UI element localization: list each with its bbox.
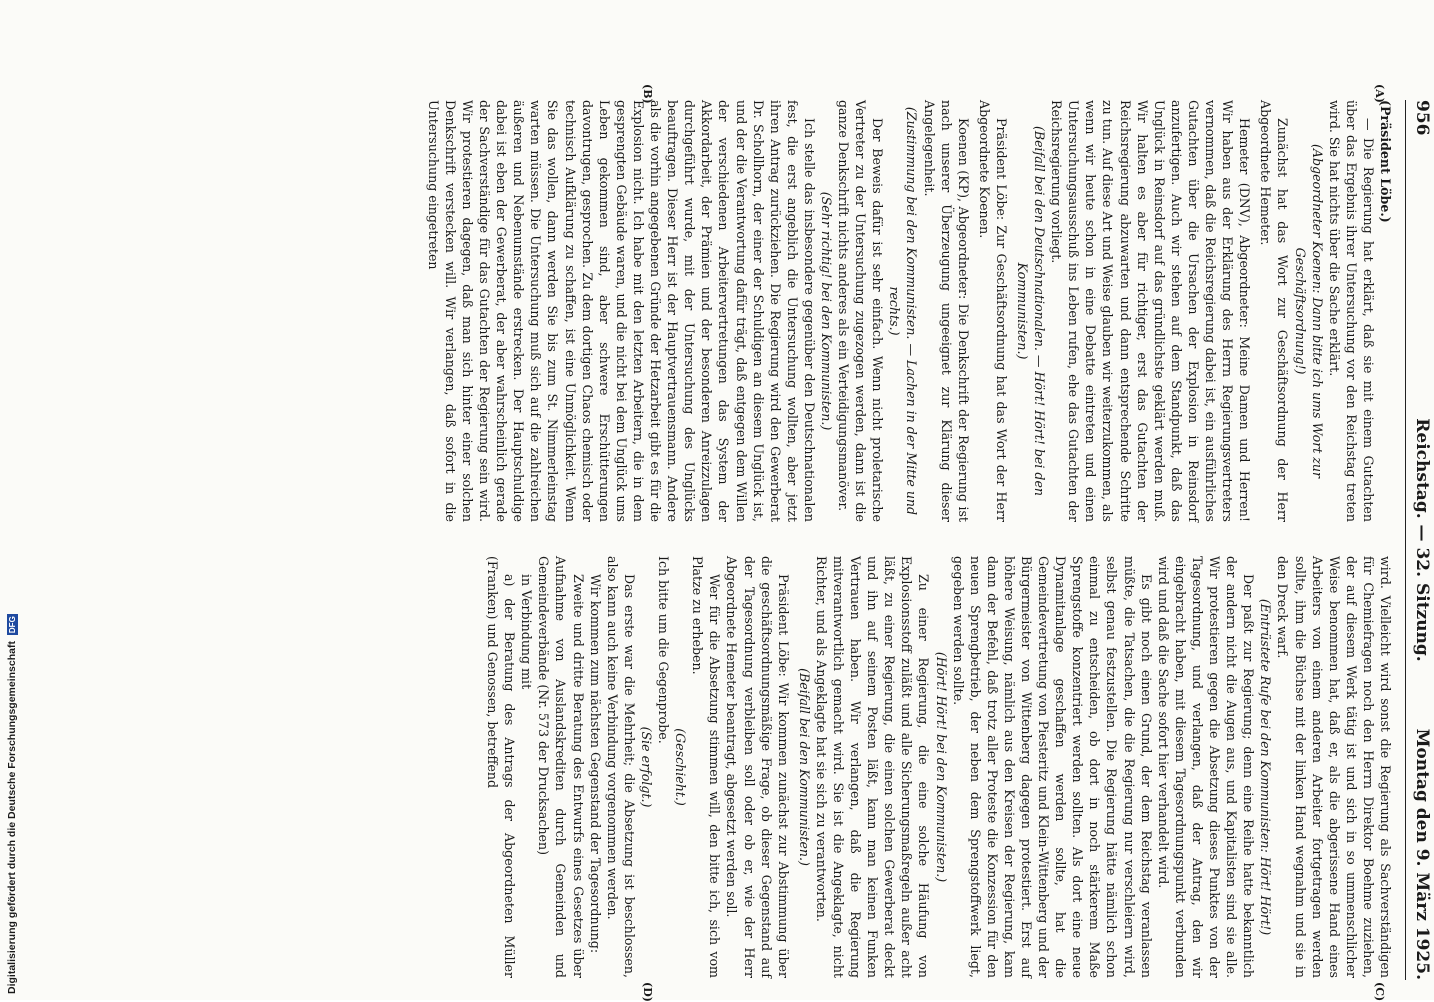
right-column-paragraph: Das erste war die Mehrheit; die Absetzung ist beschlossen, also kann auch keine Verbindung vorgenommen werden. [604,556,637,978]
left-column-paragraph: Zunächst hat das Wort zur Geschäftsordnung der Herr Abgeordnete Hemeter. [1258,100,1291,522]
right-column-paragraph: Zu einer Regierung, die eine solche Häufung von Explosionsstoff zuläßt und alle Sicherungsmaßregeln außer acht läßt, zu einer Regierung, die einen solchen Gewerberat deckt und ihn auf seinem Posten läßt, kann man keinen Funken Vertrauen haben. Wir verlangen, daß die Regierung mitverantwortlich gemacht wird. Sie ist die Angeklagte, nicht Richter, und als Angeklagte hat sie sich zu verantworten. [813,556,932,978]
header-title: Reichstag. — 32. Sitzung. [1412,418,1432,662]
left-column-paragraph: (Sehr richtig! bei den Kommunisten.) [819,191,834,431]
left-column-paragraph: (Beifall bei den Deutschnationalen. — Hört! Hört! bei den Kommunisten.) [1015,125,1048,497]
left-column-paragraph: Präsident Löbe: Zur Geschäftsordnung hat das Wort der Herr Abgeordnete Koenen. [976,100,1009,522]
margin-marker-b: (B) [641,84,654,104]
margin-marker-c: (C) [1373,982,1386,1002]
left-column-paragraph: (Abgeordneter Koenen: Dann bitte ich ums Wort zur Geschäftsordnung!) [1292,143,1325,479]
right-column-paragraph: Ich bitte um die Gegenprobe. [656,556,672,744]
footer-note [6,614,18,994]
left-column-paragraph: Hemeter (DNV), Abgeordneter: Meine Damen und Herren! Wir haben aus der Erklärung des Herrn Regierungsvertreters vernommen, daß die Reichsregierung dabei ist, ein ausführliches Gutachten über die Ursachen der Explosion in Reinsdorf anzufertigen. Auch wir stehen auf dem Standpunkt, daß das Unglück in Reinsdorf auf das gründlichste geklärt werden muß. Wir halten es aber für richtiger, erst das Gutachten der Reichsregierung abzuwarten und dann entsprechende Schritte zu tun. Auf diese Art und Weise glauben wir weiterzukommen, als wenn wir heute schon in eine Debatte eintreten und einen Untersuchungsausschuß ins Leben rufen, ehe das Gutachten der Reichsregierung vorliegt. [1049,100,1253,522]
left-column-paragraph: (Präsident Löbe.) [1378,100,1393,223]
funding-note: Digitalisierung gefördert durch die Deutsche Forschungsgemeinschaft [6,641,18,994]
margin-marker-d: (D) [641,982,654,1002]
right-column [484,556,1394,978]
right-column-paragraph: (Geschieht.) [673,728,689,806]
left-column-paragraph: Ich stelle das insbesondere gegenüber den Deutschnationalen fest, die erst angeblich die Untersuchung wollten, aber jetzt ihren Antrag zurückziehen. Die Regierung wird den Gewerberat Dr. Schollhorn, der einer der Schuldigen an diesem Unglück ist, und der die Verantwortung dafür trägt, daß entgegen dem Willen der verschiedenen Arbeitervertretungen das System der Akkordarbeit, der Prämien und der besonderen Anreizzulagen durchgeführt wurde, mit der Untersuchung des Unglücks beauftragen. Dieser Herr ist der Hauptvertrauensmann. Andere als die vorhin angegebenen Gründe der Hetzarbeit gibt es für die Explosion nicht. Ich habe mit den letzten Arbeitern, die in dem gesprengten Gebäude waren, und die nicht bei dem Unglück ums Leben gekommen sind, aber schwere Erschütterungen davontrugen, gesprochen. Zu dem dortigen Chaos chemisch oder technisch Aufklärung zu schaffen, ist eine Unmöglichkeit. Wenn Sie das wollen, dann werden Sie bis zum St. Nimmerleinstag warten müssen. Die Untersuchung muß sich auf die zahlreichen äußeren und Nebenumstände erstrecken. Der Hauptschuldige dabei ist eben der Gewerberat, der aber wahrscheinlich gerade der Sachverständige für das Gutachten der Regierung sein wird. Wir protestieren dagegen, daß man sich hinter einer solchen Denkschrift verstecken will. Wir verlangen, daß sofort in die Untersuchung eingetreten [425,100,817,522]
left-column-paragraph: (Zustimmung bei den Kommunisten. — Lachen in der Mitte und rechts.) [887,106,920,516]
page-number: 956 [1412,100,1432,136]
right-column-paragraph: Es gibt noch einen Grund, der dem Reichstag veranlassen müßte, die Tatsachen, die die Regierung nur verschleiern wird, selbst genau festzustellen. Die Regierung hätte nämlich schon einmal zu entscheiden, ob dort in noch stärkerem Maße Sprengstoffe konzentriert werden sollten. Als dort eine neue Dynamitanlage geschaffen werden sollte, hat die Gemeindevertretung von Piesteritz und Klein-Wittenberg und der Bürgermeister von Wittenberg dagegen protestiert. Erst auf höhere Weisung, nämlich aus den Kreisen der Regierung, kam dann der Befehl, daß trotz aller Proteste die Konzession für den neuen Sprengbetrieb, der neben dem Sprengstoffwerk liegt, gegeben werden sollte. [950,556,1154,978]
right-column-paragraph: Wir kommen zum nächsten Gegenstand der Tagesordnung: [587,574,603,954]
right-column-paragraph: Präsident Löbe: Wir kommen zunächst zur Abstimmung über die geschäftsordnungsmäßige Frage, ob dieser Gegenstand auf der Tagesordnung verbleiben soll oder ob er, wie der Herr Abgeordnete Hemeter beantragt, abgesetzt werden soll. [724,556,791,978]
page-header [1405,100,1432,980]
right-column-paragraph: Wer für die Absetzung stimmen will, den bitte ich, sich vom Platze zu erheben. [690,556,723,978]
header-date: Montag den 9. März 1925. [1412,728,1432,980]
right-column-paragraph: Der paßt zur Regierung; denn eine Reihe hatte bekanntlich der andern nicht die Augen aus, und Kapitalisten sind sie alle. Wir protestieren gegen die Absetzung dieses Punktes von der Tagesordnung, und verlangen, daß der Antrag, den wir eingebracht haben, mit diesem Tagesordnungspunkt verbunden wird und daß die Sache sofort hier verhandelt wird. [1155,556,1257,978]
right-column-paragraph: (Hört! Hört! bei den Kommunisten.) [933,651,949,883]
right-column-paragraph: (Sie erfolgt.) [638,726,654,808]
right-column-paragraph: wird. Vielleicht wird sonst die Regierung als Sachverständigen für Chemiefragen noch den Herrn Direktor Boehme zuziehen, der auf diesem Werk tätig ist und sich in so ummenschlicher Weise benommen hat, daß er, als die abgerissene Hand eines Arbeiters von einem anderen Arbeiter fortgetragen werden sollte, ihm die Büchse mit der linken Hand wegnahm und sie in den Dreck warf. [1275,556,1393,978]
left-column-paragraph: Koenen (KP), Abgeordneter: Die Denkschrift der Regierung ist nach unserer Überzeugung ungeeignet zur Klärung dieser Angelegenheit. [921,100,971,522]
right-column-paragraph: (Entrüstete Rufe bei den Kommunisten: Hört! Hört!) [1258,598,1274,936]
margin-marker-a: (A) [1373,84,1386,103]
left-column [425,100,1394,522]
left-column-paragraph: Der Beweis dafür ist sehr einfach. Wenn nicht proletarische Vertreter zu der Untersuchung zugezogen werden, dann ist die ganze Denkschrift nichts anderes als ein Verteidigungsmanöver. [836,100,886,522]
dfg-logo: DFG [7,616,17,634]
right-column-paragraph: a) der Beratung des Antrags der Abgeordneten Müller (Franken) und Genossen, betreffend [485,556,518,978]
right-column-paragraph: (Beifall bei den Kommunisten.) [796,668,812,866]
right-column-paragraph: Zweite und dritte Beratung des Entwurfs eines Gesetzes über Aufnahme von Auslandskrediten durch Gemeinden und Gemeindeverbände (Nr. 573 der Drucksachen) [536,556,586,978]
left-column-paragraph: — Die Regierung hat erklärt, daß sie mit einem Gutachten über das Ergebnis ihrer Untersuchung vor den Reichstag treten wird. Sie hat nichts über die Sache erklärt. [1326,100,1376,522]
right-column-paragraph: in Verbindung mit [519,574,535,690]
